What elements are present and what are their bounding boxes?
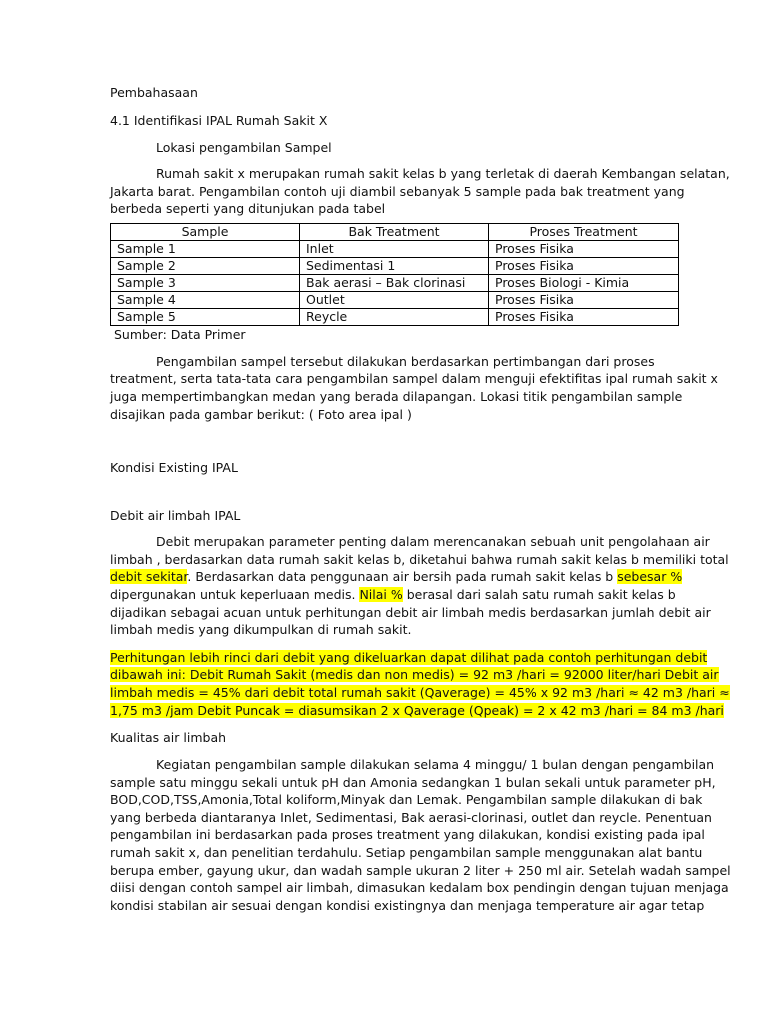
paragraph-line: berupa ember, gayung ukur, dan wadah sample ukuran 2 liter + 250 ml air. Setelah wadah sampel <box>110 862 731 878</box>
paragraph-line: Rumah sakit x merupakan rumah sakit kelas b yang terletak di daerah Kembangan selatan, <box>156 166 730 181</box>
kualitas-heading: Kualitas air limbah <box>110 730 227 746</box>
document-body <box>110 84 731 914</box>
table-cell: Proses Biologi - Kimia <box>489 274 679 291</box>
subsection-title: 4.1 Identifikasi IPAL Rumah Sakit X <box>110 113 328 128</box>
paragraph-line: limbah , berdasarkan data rumah sakit kelas b, diketahui bahwa rumah sakit kelas b memiliki total <box>110 551 729 567</box>
sample-table <box>110 223 679 326</box>
text-span: . Berdasarkan data penggunaan air bersih pada rumah sakit kelas b <box>187 569 618 585</box>
highlighted-text: limbah medis = 45% dari debit total rumah sakit (Qaverage) = 45% x 92 m3 /hari ≈ 42 m3 /hari ≈ <box>110 684 730 700</box>
table-cell: Sample 5 <box>111 308 300 325</box>
table-cell: Proses Fisika <box>489 291 679 308</box>
paragraph-line: sample satu minggu sekali untuk pH dan Amonia sedangkan 1 bulan sekali untuk parameter pH, <box>110 774 716 790</box>
paragraph-line <box>110 702 724 720</box>
paragraph-line: yang berbeda diantaranya Inlet, Sedimentasi, Bak aerasi-clorinasi, outlet dan reycle. Penentuan <box>110 809 712 825</box>
paragraph-line: kondisi stabilan air sesuai dengan kondisi existingnya dan menjaga temperature air agar tetap <box>110 897 705 913</box>
table-row <box>111 308 679 325</box>
table-cell: Sample 1 <box>111 240 300 257</box>
paragraph-location <box>110 165 730 218</box>
paragraph-line: BOD,COD,TSS,Amonia,Total koliform,Minyak dan Lemak. Pengambilan sample dilakukan di bak <box>110 792 703 808</box>
table-cell: Proses Fisika <box>489 308 679 325</box>
paragraph-line: berbeda seperti yang ditunjukan pada tabel <box>110 201 386 217</box>
table-cell: Sample 4 <box>111 291 300 308</box>
table-cell: Proses Fisika <box>489 240 679 257</box>
kondisi-heading: Kondisi Existing IPAL <box>110 460 238 476</box>
table-row <box>111 274 679 291</box>
paragraph-line <box>110 649 708 667</box>
paragraph-line: juga mempertimbangkan medan yang berada dilapangan. Lokasi titik pengambilan sample <box>110 388 683 404</box>
table-row <box>111 291 679 308</box>
location-heading: Lokasi pengambilan Sampel <box>156 140 332 155</box>
paragraph-line <box>110 666 719 684</box>
table-cell: Reycle <box>300 308 489 325</box>
paragraph-line: pengambilan ini berdasarkan pada proses treatment yang dilakukan, kondisi existing pada ipal <box>110 827 705 843</box>
table-cell: Sample 3 <box>111 274 300 291</box>
highlighted-text: Perhitungan lebih rinci dari debit yang dikeluarkan dapat dilihat pada contoh perhitungan debit <box>110 649 708 665</box>
paragraph-line: rumah sakit x, dan penelitian terdahulu. Setiap pengambilan sample menggunakan alat bantu <box>110 845 703 861</box>
table-cell: Sample 2 <box>111 257 300 274</box>
table-cell: Outlet <box>300 291 489 308</box>
text-span: berasal dari salah satu rumah sakit kelas b <box>402 586 676 602</box>
debit-heading: Debit air limbah IPAL <box>110 508 241 524</box>
table-header-cell: Proses Treatment <box>489 223 679 240</box>
paragraph-line: disajikan pada gambar berikut: ( Foto area ipal ) <box>110 406 412 422</box>
table-cell: Proses Fisika <box>489 257 679 274</box>
table-source-caption: Sumber: Data Primer <box>114 326 246 342</box>
paragraph-line <box>110 568 683 586</box>
table-row <box>111 240 679 257</box>
highlighted-text: dibawah ini: Debit Rumah Sakit (medis dan non medis) = 92 m3 /hari = 92000 liter/hari Debit air <box>110 667 719 683</box>
paragraph-sampling <box>110 353 718 423</box>
paragraph-calculation <box>110 649 730 719</box>
table-cell: Bak aerasi – Bak clorinasi <box>300 274 489 291</box>
paragraph-line: Jakarta barat. Pengambilan contoh uji diambil sebanyak 5 sample pada bak treatment yang <box>110 183 685 199</box>
table-row <box>111 257 679 274</box>
paragraph-line: Debit merupakan parameter penting dalam merencanakan sebuah unit pengolahaan air <box>156 534 710 550</box>
paragraph-line: treatment, serta tata-tata cara pengambilan sampel dalam menguji efektifitas ipal rumah sakit x <box>110 371 718 387</box>
highlighted-text: sebesar % <box>617 569 683 585</box>
paragraph-line <box>110 684 730 702</box>
table-cell: Inlet <box>300 240 489 257</box>
paragraph-line: Kegiatan pengambilan sample dilakukan selama 4 minggu/ 1 bulan dengan pengambilan <box>156 757 715 773</box>
section-title: Pembahasaan <box>110 85 198 100</box>
highlighted-text: debit sekitar <box>110 569 188 585</box>
table-header-cell: Bak Treatment <box>300 223 489 240</box>
paragraph-line: diisi dengan contoh sampel air limbah, dimasukan kedalam box pendingin dengan tujuan menjaga <box>110 880 729 896</box>
text-span: dipergunakan untuk keperluaan medis. <box>110 586 360 602</box>
highlighted-text: Nilai % <box>359 586 403 602</box>
paragraph-debit <box>110 533 729 639</box>
paragraph-line <box>110 586 676 604</box>
highlighted-text: 1,75 m3 /jam Debit Puncak = diasumsikan 2 x Qaverage (Qpeak) = 2 x 42 m3 /hari = 84 m3 /hari <box>110 702 724 718</box>
table-cell: Sedimentasi 1 <box>300 257 489 274</box>
table-header-cell: Sample <box>111 223 300 240</box>
paragraph-kualitas <box>110 756 731 914</box>
paragraph-line: limbah medis yang dikumpulkan di rumah sakit. <box>110 622 412 638</box>
paragraph-line: dijadikan sebagai acuan untuk perhitungan debit air limbah medis berdasarkan jumlah debit air <box>110 604 711 620</box>
paragraph-line: Pengambilan sampel tersebut dilakukan berdasarkan pertimbangan dari proses <box>156 353 655 369</box>
table-header-row <box>111 223 679 240</box>
